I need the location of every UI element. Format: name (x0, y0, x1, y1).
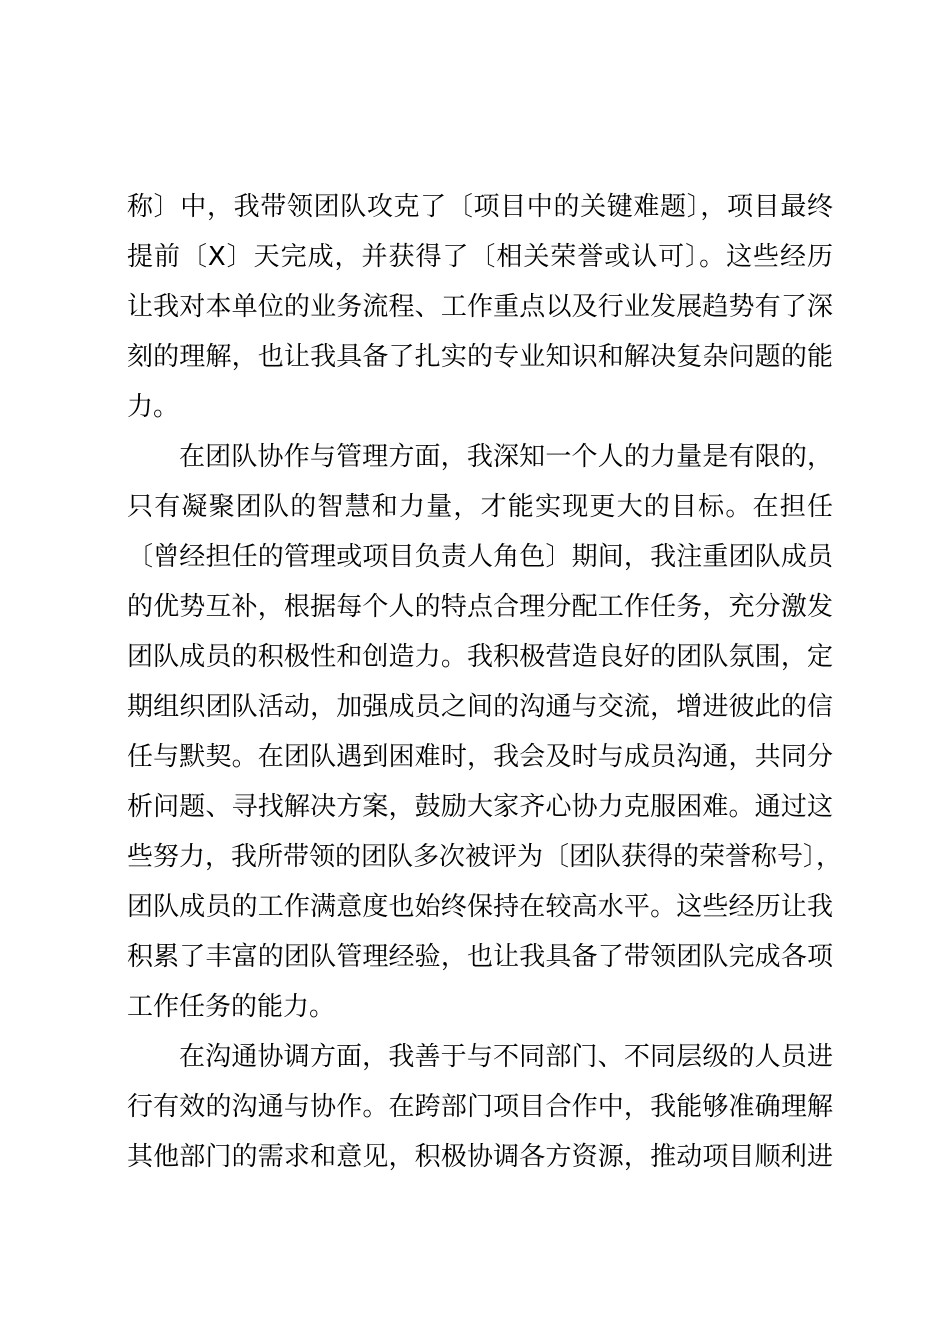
text-line: 些努力，我所带领的团队多次被评为〔团队获得的荣誉称号〕， (127, 842, 843, 872)
paragraph-2 (127, 432, 843, 1032)
paragraph-1 (127, 182, 833, 432)
text-line: 提前〔X〕天完成，并获得了〔相关荣誉或认可〕。这些经历 (127, 242, 833, 272)
text-line: 析问题、寻找解决方案，鼓励大家齐心协力克服困难。通过这 (127, 792, 833, 822)
text-line: 刻的理解，也让我具备了扎实的专业知识和解决复杂问题的能 (127, 342, 833, 372)
text-line: 其他部门的需求和意见，积极协调各方资源，推动项目顺利进 (127, 1142, 833, 1172)
text-line: 行有效的沟通与协作。在跨部门项目合作中，我能够准确理解 (127, 1092, 833, 1122)
text-line: 让我对本单位的业务流程、工作重点以及行业发展趋势有了深 (127, 292, 833, 322)
text-line: 积累了丰富的团队管理经验，也让我具备了带领团队完成各项 (127, 942, 833, 972)
text-line: 团队成员的积极性和创造力。我积极营造良好的团队氛围，定 (127, 642, 833, 672)
text-line: 期组织团队活动，加强成员之间的沟通与交流，增进彼此的信 (127, 692, 833, 722)
text-line: 任与默契。在团队遇到困难时，我会及时与成员沟通，共同分 (127, 742, 833, 772)
text-line: 只有凝聚团队的智慧和力量，才能实现更大的目标。在担任 (127, 492, 833, 522)
paragraph-3 (127, 1032, 833, 1182)
text-line: 〔曾经担任的管理或项目负责人角色〕期间，我注重团队成员 (127, 542, 833, 572)
text-line: 团队成员的工作满意度也始终保持在较高水平。这些经历让我 (127, 892, 833, 922)
text-line: 称〕中，我带领团队攻克了〔项目中的关键难题〕，项目最终 (127, 192, 833, 222)
text-line: 在沟通协调方面，我善于与不同部门、不同层级的人员进 (179, 1042, 833, 1072)
text-line: 在团队协作与管理方面，我深知一个人的力量是有限的， (179, 442, 833, 472)
text-line: 力。 (127, 392, 180, 422)
text-line: 的优势互补，根据每个人的特点合理分配工作任务，充分激发 (127, 592, 833, 622)
document-body (127, 182, 843, 1182)
text-line: 工作任务的能力。 (127, 992, 336, 1022)
